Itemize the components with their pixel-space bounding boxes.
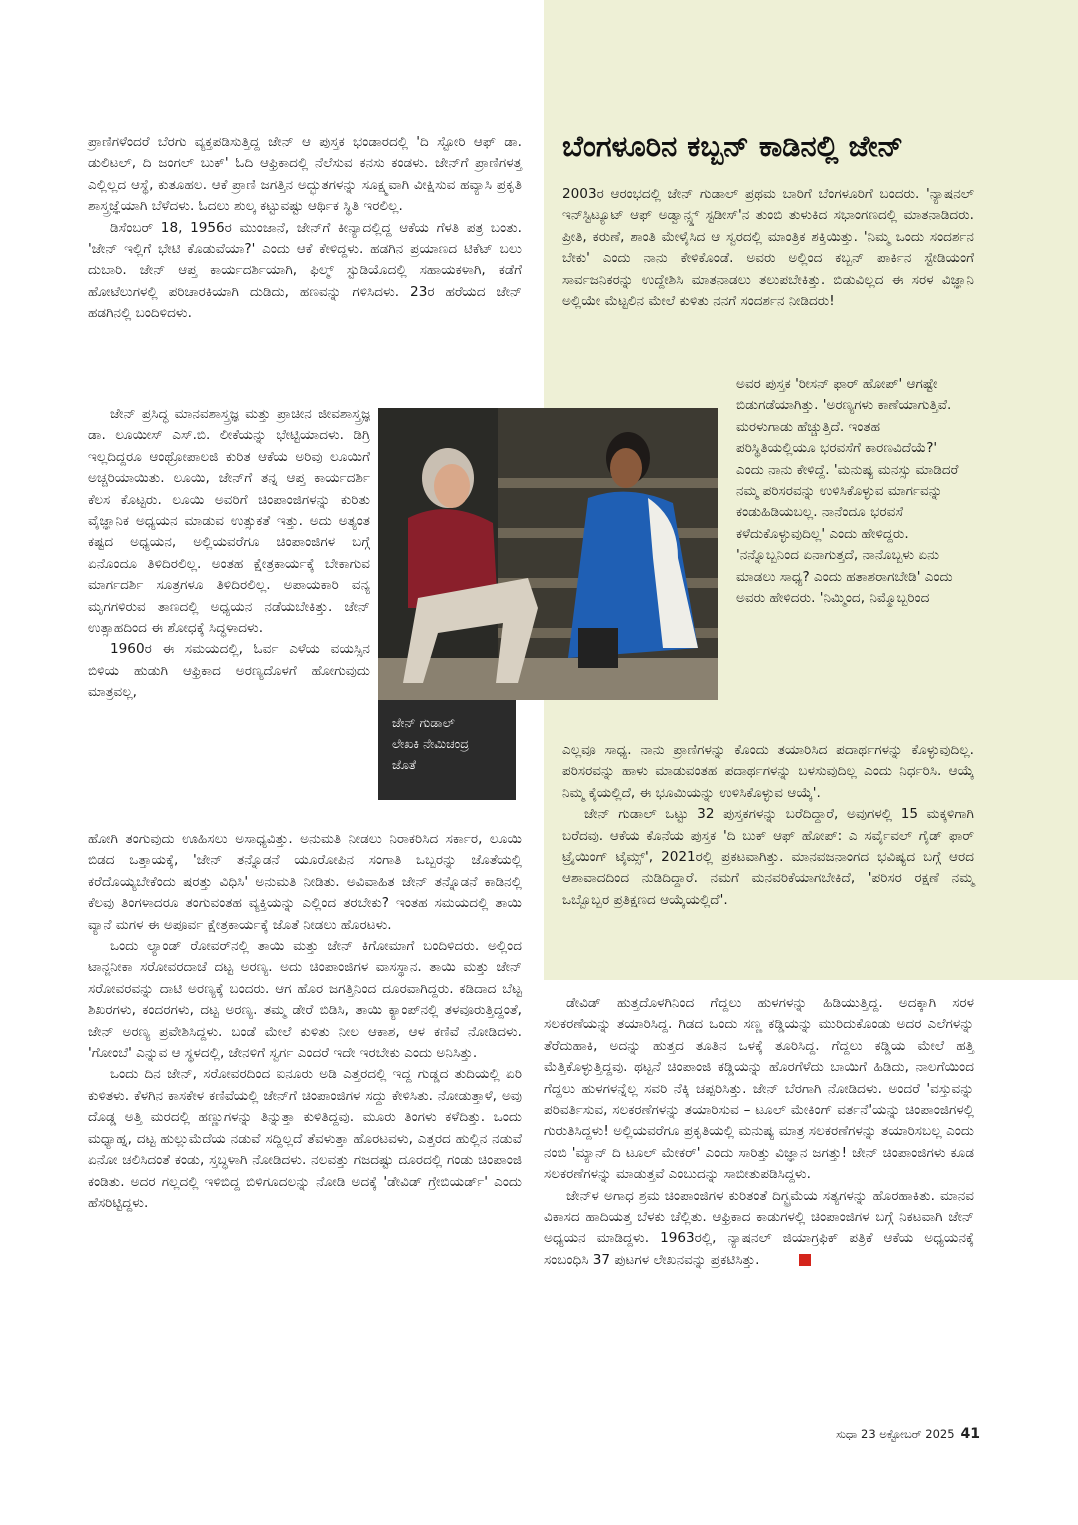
paragraph-text: ಜೇನ್‌ಳ ಅಗಾಧ ಶ್ರಮ ಚಿಂಪಾಂಜಿಗಳ ಕುರಿತಂತೆ ದಿಗ್ಭ್ರಮೆಯ ಸತ್ಯಗಳನ್ನು ಹೊರಹಾಕಿತು. ಮಾನವ ವಿಕಾಸದ ಹಾದಿಯತ್ತ ಬೆಳಕು ಚೆಲ್ಲಿತು. ಆಫ್ರಿಕಾದ ಕಾಡುಗಳಲ್ಲಿ ಚಿಂಪಾಂಜಿಗಳ ಬಗ್ಗೆ ನಿಕಟವಾಗಿ ಜೇನ್ ಅಧ್ಯಯನ ಮಾಡಿದ್ದಳು. 1963ರಲ್ಲಿ, ನ್ಯಾಷನಲ್ ಜಿಯಾಗ್ರಫಿಕ್ ಪತ್ರಿಕೆ ಆಕೆಯ ಅಧ್ಯಯನಕ್ಕೆ ಸಂಬಂಧಿಸಿ 37 ಪುಟಗಳ ಲೇಖನವನ್ನು ಪ್ರಕಟಿಸಿತ್ತು. — [544, 1187, 974, 1268]
page-footer — [780, 1426, 980, 1442]
paragraph: ಒಂದು ದಿನ ಜೇನ್, ಸರೋವರದಿಂದ ಐನೂರು ಅಡಿ ಎತ್ತರದಲ್ಲಿ ಇದ್ದ ಗುಡ್ಡದ ತುದಿಯಲ್ಲಿ ಏರಿ ಕುಳಿತಳು. ಕೆಳಗಿನ ಕಾಸಕೇಳ ಕಣಿವೆಯಲ್ಲಿ ಜೇನ್‌ಗೆ ಚಿಂಪಾಂಜಿಗಳ ಸದ್ದು ಕೇಳಿಸಿತು. ನೋಡುತ್ತಾಳೆ, ಅವು ದೊಡ್ಡ ಅತ್ತಿ ಮರದಲ್ಲಿ ಹಣ್ಣುಗಳನ್ನು ತಿನ್ನುತ್ತಾ ಕುಳಿತಿದ್ದವು. ಮೂರು ತಿಂಗಳು ಕಳೆದಿತ್ತು. ಒಂದು ಮಧ್ಯಾಹ್ನ, ದಟ್ಟ ಹುಲ್ಲುಮೆದೆಯ ನಡುವೆ ಸದ್ದಿಲ್ಲದೆ ತೆವಳುತ್ತಾ ಹೊರಟವಳು, ಎತ್ತರದ ಹುಲ್ಲಿನ ನಡುವೆ ಏನೋ ಚಲಿಸಿದಂತೆ ಕಂಡು, ಸ್ತಬ್ಧಳಾಗಿ ನೋಡಿದಳು. ನಲವತ್ತು ಗಜದಷ್ಟು ದೂರದಲ್ಲಿ ಗಂಡು ಚಿಂಪಾಂಜಿ ಕಂಡಿತು. ಅದರ ಗಲ್ಲದಲ್ಲಿ ಇಳಿಬಿದ್ದ ಬಿಳಿಗೂದಲನ್ನು ನೋಡಿ ಅದಕ್ಕೆ 'ಡೇವಿಡ್ ಗ್ರೇಬಿಯರ್ಡ್' ಎಂದು ಹೆಸರಿಟ್ಟಿದ್ದಳು. — [88, 1066, 522, 1211]
paragraph: ಜೇನ್ ಗುಡಾಲ್ ಒಟ್ಟು 32 ಪುಸ್ತಕಗಳನ್ನು ಬರೆದಿದ್ದಾರೆ, ಅವುಗಳಲ್ಲಿ 15 ಮಕ್ಕಳಿಗಾಗಿ ಬರೆದವು. ಆಕೆಯ ಕೊನೆಯ ಪುಸ್ತಕ 'ದಿ ಬುಕ್ ಆಫ್ ಹೋಪ್: ಎ ಸರ್ವೈವಲ್ ಗೈಡ್ ಫಾರ್ ಟ್ರೈಯಿಂಗ್ ಟೈಮ್ಸ್', 2021ರಲ್ಲಿ ಪ್ರಕಟವಾಗಿತ್ತು. ಮಾನವಜನಾಂಗದ ಭವಿಷ್ಯದ ಬಗ್ಗೆ ಆರದ ಆಶಾವಾದದಿಂದ ನುಡಿದಿದ್ದಾರೆ. ನಮಗೆ ಮನವರಿಕೆಯಾಗಬೇಕಿದೆ, 'ಪರಿಸರ ರಕ್ಷಣೆ ನಮ್ಮ ಒಬ್ಬೊಬ್ಬರ ಪ್ರತಿಕ್ಷಣದ ಆಯ್ಕೆಯಲ್ಲಿದೆ'. — [562, 806, 974, 908]
sidebar-text-top — [562, 184, 974, 312]
paragraph: ಡೇವಿಡ್ ಹುತ್ತದೊಳಗಿನಿಂದ ಗೆದ್ದಲು ಹುಳಗಳನ್ನು ಹಿಡಿಯುತ್ತಿದ್ದ. ಅದಕ್ಕಾಗಿ ಸರಳ ಸಲಕರಣೆಯನ್ನು ತಯಾರಿಸಿದ್ದ. ಗಿಡದ ಒಂದು ಸಣ್ಣ ಕಡ್ಡಿಯನ್ನು ಮುರಿದುಕೊಂಡು ಅದರ ಎಲೆಗಳನ್ನು ತೆರೆದುಹಾಕಿ, ಅದನ್ನು ಹುತ್ತದ ತೂತಿನ ಒಳಕ್ಕೆ ತೂರಿಸಿದ್ದ. ಗೆದ್ದಲು ಕಡ್ಡಿಯ ಮೇಲೆ ಹತ್ತಿ ಮೆತ್ತಿಕೊಳ್ಳುತ್ತಿದ್ದವು. ಥಟ್ಟನೆ ಚಿಂಪಾಂಜಿ ಕಡ್ಡಿಯನ್ನು ಹೊರಗೆಳೆದು ಬಾಯಿಗೆ ಹಿಡಿದು, ನಾಲಗೆಯಿಂದ ಗೆದ್ದಲು ಹುಳಗಳನ್ನೆಲ್ಲ ಸವರಿ ನೆಕ್ಕಿ ಚಪ್ಪರಿಸಿತ್ತು. ಜೇನ್ ಬೆರಗಾಗಿ ನೋಡಿದಳು. ಅಂದರೆ 'ವಸ್ತುವನ್ನು ಪರಿವರ್ತಿಸುವ, ಸಲಕರಣೆಗಳನ್ನು ತಯಾರಿಸುವ – ಟೂಲ್ ಮೇಕಿಂಗ್ ವರ್ತನೆ'ಯನ್ನು ಚಿಂಪಾಂಜಿಗಳಲ್ಲಿ ಗುರುತಿಸಿದ್ದಳು! ಅಲ್ಲಿಯವರೆಗೂ ಪ್ರಕೃತಿಯಲ್ಲಿ ಮನುಷ್ಯ ಮಾತ್ರ ಸಲಕರಣೆಗಳನ್ನು ತಯಾರಿಸಬಲ್ಲ ಎಂದು ನಂಬಿ 'ಮ್ಯಾನ್ ದಿ ಟೂಲ್ ಮೇಕರ್' ಎಂದು ಸಾರಿತ್ತು ವಿಜ್ಞಾನ ಜಗತ್ತು! ಜೇನ್ ಚಿಂಪಾಂಜಿಗಳು ಕೂಡ ಸಲಕರಣೆಗಳನ್ನು ಮಾಡುತ್ತವೆ ಎಂಬುದನ್ನು ಸಾಬೀತುಪಡಿಸಿದ್ದಳು. — [544, 995, 974, 1183]
article-column-left-mid — [88, 404, 370, 704]
article-column-left-bottom — [88, 829, 522, 1214]
photo-caption — [378, 700, 516, 800]
paragraph — [544, 1186, 974, 1272]
photo-illustration — [378, 408, 718, 700]
end-mark-icon — [799, 1254, 811, 1266]
paragraph: ಎಲ್ಲವೂ ಸಾಧ್ಯ. ನಾನು ಪ್ರಾಣಿಗಳನ್ನು ಕೊಂದು ತಯಾರಿಸಿದ ಪದಾರ್ಥಗಳನ್ನು ಕೊಳ್ಳುವುದಿಲ್ಲ. ಪರಿಸರವನ್ನು ಹಾಳು ಮಾಡುವಂತಹ ಪದಾರ್ಥಗಳನ್ನು ಬಳಸುವುದಿಲ್ಲ ಎಂದು ನಿರ್ಧರಿಸಿ. ಆಯ್ಕೆ ನಿಮ್ಮ ಕೈಯಲ್ಲಿದೆ, ಈ ಭೂಮಿಯನ್ನು ಉಳಿಸಿಕೊಳ್ಳುವ ಆಯ್ಕೆ'. — [562, 742, 974, 801]
paragraph: ಜೇನ್ ಪ್ರಸಿದ್ಧ ಮಾನವಶಾಸ್ತ್ರಜ್ಞ ಮತ್ತು ಪ್ರಾಚೀನ ಜೀವಶಾಸ್ತ್ರಜ್ಞ ಡಾ. ಲೂಯೀಸ್ ಎಸ್.ಬಿ. ಲೀಕೆಯನ್ನು ಭೇಟ್ಟಿಯಾದಳು. ಡಿಗ್ರಿ ಇಲ್ಲದಿದ್ದರೂ ಆಂಥ್ರೋಪಾಲಜಿ ಕುರಿತ ಆಕೆಯ ಅರಿವು ಲೂಯಿಗೆ ಅಚ್ಚರಿಯಾಯಿತು. ಲೂಯಿ, ಜೇನ್‌ಗೆ ತನ್ನ ಆಪ್ತ ಕಾರ್ಯದರ್ಶಿ ಕೆಲಸ ಕೊಟ್ಟರು. ಲೂಯಿ ಅವರಿಗೆ ಚಿಂಪಾಂಜಿಗಳನ್ನು ಕುರಿತು ವೈಜ್ಞಾನಿಕ ಅಧ್ಯಯನ ಮಾಡುವ ಉತ್ಸುಕತೆ ಇತ್ತು. ಅದು ಅತ್ಯಂತ ಕಷ್ಟದ ಅಧ್ಯಯನ, ಅಲ್ಲಿಯವರೆಗೂ ಚಿಂಪಾಂಜಿಗಳ ಬಗ್ಗೆ ಏನೊಂದೂ ತಿಳಿದಿರಲಿಲ್ಲ. ಅಂತಹ ಕ್ಷೇತ್ರಕಾರ್ಯಕ್ಕೆ ಬೇಕಾಗುವ ಮಾರ್ಗದರ್ಶಿ ಸೂತ್ರಗಳೂ ತಿಳಿದಿರಲಿಲ್ಲ. ಅಪಾಯಕಾರಿ ವನ್ಯ ಮೃಗಗಳಿರುವ ತಾಣದಲ್ಲಿ ಅಧ್ಯಯನ ನಡೆಯಬೇಕಿತ್ತು. ಜೇನ್ ಉತ್ಸಾಹದಿಂದ ಈ ಶೋಧಕ್ಕೆ ಸಿದ್ಧಳಾದಳು. — [88, 406, 370, 637]
article-column-right — [544, 993, 974, 1271]
caption-line: ಜೊತೆ — [392, 757, 417, 772]
paragraph: ಹೋಗಿ ತಂಗುವುದು ಊಹಿಸಲು ಅಸಾಧ್ಯವಿತ್ತು. ಅನುಮತಿ ನೀಡಲು ನಿರಾಕರಿಸಿದ ಸರ್ಕಾರ, ಲೂಯಿ ಬಿಡದ ಒತ್ತಾಯಕ್ಕೆ, 'ಜೇನ್ ತನ್ನೊಡನೆ ಯೂರೋಪಿನ ಸಂಗಾತಿ ಒಬ್ಬರನ್ನು ಜೊತೆಯಲ್ಲಿ ಕರೆದೊಯ್ಯಬೇಕೆಂದು ಷರತ್ತು ವಿಧಿಸಿ' ಅನುಮತಿ ನೀಡಿತು. ಅವಿವಾಹಿತ ಜೇನ್ ತನ್ನೊಡನೆ ಕಾಡಿನಲ್ಲಿ ಕೆಲವು ತಿಂಗಳಾದರೂ ತಂಗುವಂತಹ ವ್ಯಕ್ತಿಯನ್ನು ಎಲ್ಲಿಂದ ತರಬೇಕು? ಇಂತಹ ಸಮಯದಲ್ಲಿ ತಾಯಿ ವ್ಯಾನೆ ಮಗಳ ಈ ಅಪೂರ್ವ ಕ್ಷೇತ್ರಕಾರ್ಯಕ್ಕೆ ಜೊತೆ ನೀಡಲು ಹೊರಟಳು. — [88, 831, 522, 933]
article-column-left-top — [88, 132, 522, 325]
paragraph: ಡಿಸೆಂಬರ್ 18, 1956ರ ಮುಂಜಾನೆ, ಜೇನ್‌ಗೆ ಕೀನ್ಯಾದಲ್ಲಿದ್ದ ಆಕೆಯ ಗೆಳತಿ ಪತ್ರ ಬಂತು. 'ಜೇನ್ ಇಲ್ಲಿಗೆ ಭೇಟಿ ಕೊಡುವೆಯಾ?' ಎಂದು ಆಕೆ ಕೇಳಿದ್ದಳು. ಹಡಗಿನ ಪ್ರಯಾಣದ ಟಿಕೆಟ್ ಬಲು ದುಬಾರಿ. ಜೇನ್ ಆಪ್ತ ಕಾರ್ಯದರ್ಶಿಯಾಗಿ, ಫಿಲ್ಮ್ ಸ್ಟುಡಿಯೊದಲ್ಲಿ ಸಹಾಯಕಳಾಗಿ, ಕಡೆಗೆ ಹೋಟೆಲುಗಳಲ್ಲಿ ಪರಿಚಾರಕಿಯಾಗಿ ದುಡಿದು, ಹಣವನ್ನು ಗಳಿಸಿದಳು. 23ರ ಹರೆಯದ ಜೇನ್ ಹಡಗಿನಲ್ಲಿ ಬಂದಿಳಿದಳು. — [88, 219, 522, 322]
paragraph: ಪ್ರಾಣಿಗಳೆಂದರೆ ಬೆರಗು ವ್ಯಕ್ತಪಡಿಸುತ್ತಿದ್ದ ಜೇನ್ ಆ ಪುಸ್ತಕ ಭಂಡಾರದಲ್ಲಿ 'ದಿ ಸ್ಟೋರಿ ಆಫ್ ಡಾ. ಡುಲಿಟಲ್, ದಿ ಜಂಗಲ್ ಬುಕ್' ಓದಿ ಆಫ್ರಿಕಾದಲ್ಲಿ ನೆಲೆಸುವ ಕನಸು ಕಂಡಳು. ಜೇನ್‌ಗೆ ಪ್ರಾಣಿಗಳತ್ತ ಎಲ್ಲಿಲ್ಲದ ಆಸ್ಥೆ, ಕುತೂಹಲ. ಆಕೆ ಪ್ರಾಣಿ ಜಗತ್ತಿನ ಅದ್ಭುತಗಳನ್ನು ಸೂಕ್ಷ್ಮವಾಗಿ ವೀಕ್ಷಿಸುವ ಹವ್ಯಾಸಿ ಪ್ರಕೃತಿ ಶಾಸ್ತ್ರಜ್ಞೆಯಾಗಿ ಬೆಳೆದಳು. ಓದಲು ಶುಲ್ಕ ಕಟ್ಟುವಷ್ಟು ಆರ್ಥಿಕ ಸ್ಥಿತಿ ಇರಲಿಲ್ಲ. — [88, 134, 522, 215]
paragraph: ಅವರ ಪುಸ್ತಕ 'ರೀಸನ್ ಫಾರ್ ಹೋಪ್' ಆಗಷ್ಟೇ ಬಿಡುಗಡೆಯಾಗಿತ್ತು. 'ಅರಣ್ಯಗಳು ಕಾಣೆಯಾಗುತ್ತಿವೆ. ಮರಳುಗಾಡು ಹೆಚ್ಚುತ್ತಿದೆ. ಇಂತಹ ಪರಿಸ್ಥಿತಿಯಲ್ಲಿಯೂ ಭರವಸೆಗೆ ಕಾರಣವಿದೆಯೆ?' ಎಂದು ನಾನು ಕೇಳಿದ್ದೆ. 'ಮನುಷ್ಯ ಮನಸ್ಸು ಮಾಡಿದರೆ ನಮ್ಮ ಪರಿಸರವನ್ನು ಉಳಿಸಿಕೊಳ್ಳುವ ಮಾರ್ಗವನ್ನು ಕಂಡುಹಿಡಿಯಬಲ್ಲ. ನಾನೆಂದೂ ಭರವಸೆ ಕಳೆದುಕೊಳ್ಳುವುದಿಲ್ಲ' ಎಂದು ಹೇಳಿದ್ದರು. 'ನನ್ನೊಬ್ಬನಿಂದ ಏನಾಗುತ್ತದೆ, ನಾನೊಬ್ಬಳು ಏನು ಮಾಡಲು ಸಾಧ್ಯ? ಎಂದು ಹತಾಶರಾಗಬೇಡಿ' ಎಂದು ಅವರು ಹೇಳಿದರು. 'ನಿಮ್ಮಿಂದ, ನಿಮ್ಮೊಬ್ಬರಿಂದ — [736, 376, 959, 607]
magazine-issue: ಸುಧಾ 23 ಅಕ್ಟೋಬರ್ 2025 — [836, 1427, 955, 1441]
sidebar-title: ಬೆಂಗಳೂರಿನ ಕಬ್ಬನ್ ಕಾಡಿನಲ್ಲಿ ಜೇನ್ — [562, 129, 904, 163]
paragraph: 1960ರ ಈ ಸಮಯದಲ್ಲಿ, ಓರ್ವ ಎಳೆಯ ವಯಸ್ಸಿನ ಬಿಳಿಯ ಹುಡುಗಿ ಆಫ್ರಿಕಾದ ಅರಣ್ಯದೊಳಗೆ ಹೋಗುವುದು ಮಾತ್ರವಲ್ಲ, — [88, 641, 370, 701]
page-number: 41 — [960, 1426, 980, 1442]
paragraph: 2003ರ ಆರಂಭದಲ್ಲಿ ಜೇನ್ ಗುಡಾಲ್ ಪ್ರಥಮ ಬಾರಿಗೆ ಬೆಂಗಳೂರಿಗೆ ಬಂದರು. 'ನ್ಯಾಷನಲ್ ಇನ್‌ಸ್ಟಿಟ್ಯೂಟ್ ಆಫ್ ಅಡ್ವಾನ್ಸ್ಡ್ ಸ್ಟಡೀಸ್'ನ ತುಂಬಿ ತುಳುಕಿದ ಸಭಾಂಗಣದಲ್ಲಿ ಮಾತನಾಡಿದರು. ಪ್ರೀತಿ, ಕರುಣೆ, ಶಾಂತಿ ಮೇಳೈಸಿದ ಆ ಸ್ವರದಲ್ಲಿ ಮಾಂತ್ರಿಕ ಶಕ್ತಿಯಿತ್ತು. 'ನಿಮ್ಮ ಒಂದು ಸಂದರ್ಶನ ಬೇಕು' ಎಂದು ನಾನು ಕೇಳಿಕೊಂಡೆ. ಅವರು ಅಲ್ಲಿಂದ ಕಬ್ಬನ್ ಪಾರ್ಕಿನ ಸ್ಟೇಡಿಯಂಗೆ ಸಾರ್ವಜನಿಕರನ್ನು ಉದ್ದೇಶಿಸಿ ಮಾತನಾಡಲು ತಲುಪಬೇಕಿತ್ತು. ಬಿಡುವಿಲ್ಲದ ಈ ಸರಳ ವಿಜ್ಞಾನಿ ಅಲ್ಲಿಯೇ ಮೆಟ್ಟಲಿನ ಮೇಲೆ ಕುಳಿತು ನನಗೆ ಸಂದರ್ಶನ ನೀಡಿದರು! — [562, 186, 974, 310]
photo-jane-goodall-with-author — [378, 408, 718, 700]
sidebar-text-right — [736, 374, 962, 609]
caption-line: ಜೇನ್ ಗುಡಾಲ್ — [392, 715, 455, 730]
caption-line: ಲೇಖಕಿ ನೇಮಿಚಂದ್ರ — [392, 736, 469, 751]
sidebar-text-bottom — [562, 740, 974, 911]
paragraph: ಒಂದು ಲ್ಯಾಂಡ್ ರೋವರ್‌ನಲ್ಲಿ ತಾಯಿ ಮತ್ತು ಜೇನ್ ಕಿಗೋಮಾಗೆ ಬಂದಿಳಿದರು. ಅಲ್ಲಿಂದ ಟಾನ್ಜನೀಕಾ ಸರೋವರದಾಚೆ ದಟ್ಟ ಅರಣ್ಯ. ಅದು ಚಿಂಪಾಂಜಿಗಳ ವಾಸಸ್ಥಾನ. ತಾಯಿ ಮತ್ತು ಜೇನ್ ಸರೋವರವನ್ನು ದಾಟಿ ಅರಣ್ಯಕ್ಕೆ ಬಂದರು. ಆಗ ಹೊರ ಜಗತ್ತಿನಿಂದ ದೂರವಾಗಿದ್ದರು. ಕಡಿದಾದ ಬೆಟ್ಟ ಶಿಖರಗಳು, ಕಂದರಗಳು, ದಟ್ಟ ಅರಣ್ಯ. ತಮ್ಮ ಡೇರೆ ಬಿಡಿಸಿ, ತಾಯಿ ಕ್ಯಾಂಪ್‌ನಲ್ಲಿ ತಳವೂರುತ್ತಿದ್ದಂತೆ, ಜೇನ್ ಅರಣ್ಯ ಪ್ರವೇಶಿಸಿದ್ದಳು. ಬಂಡೆ ಮೇಲೆ ಕುಳಿತು ನೀಲ ಆಕಾಶ, ಆಳ ಕಣಿವೆ ನೋಡಿದಳು. 'ಗೋಂಬೆ' ಎನ್ನುವ ಆ ಸ್ಥಳದಲ್ಲಿ, ಜೇನಳಿಗೆ ಸ್ವರ್ಗ ಎಂದರೆ ಇದೇ ಇರಬೇಕು ಎಂದು ಅನಿಸಿತ್ತು. — [88, 938, 522, 1062]
